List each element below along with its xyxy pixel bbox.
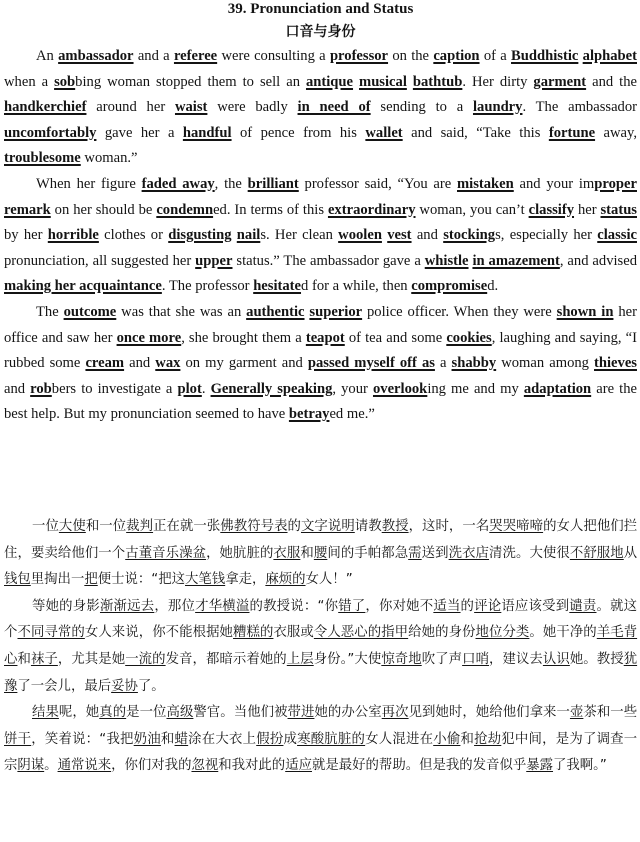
vocabulary-word: 袜子 <box>30 651 58 667</box>
vocabulary-word: 适当 <box>433 598 461 614</box>
vocabulary-word: 抢劫 <box>474 731 502 747</box>
vocabulary-word: 腰 <box>313 545 328 561</box>
vocabulary-word: 裁判 <box>126 519 154 534</box>
vocabulary-word: Buddhistic <box>511 48 579 64</box>
vocabulary-word: once more <box>116 329 182 346</box>
vocabulary-word: 谴责 <box>569 598 597 614</box>
vocabulary-word: 羊毛背心 <box>4 625 638 667</box>
vocabulary-word: 不同寻常的 <box>17 625 85 641</box>
vocabulary-word: Generally speaking <box>210 380 333 397</box>
chinese-title: 口音与身份 <box>285 24 356 40</box>
vocabulary-word: shown in <box>556 303 614 320</box>
vocabulary-word: nail <box>236 227 261 244</box>
vocabulary-word: sob <box>54 73 76 90</box>
vocabulary-word: outcome <box>63 303 117 320</box>
vocabulary-word: 惊奇地 <box>381 651 422 667</box>
vocabulary-word: compromise <box>411 278 488 295</box>
vocabulary-word: 渐渐远去 <box>99 598 155 614</box>
vocabulary-word: brilliant <box>247 175 299 192</box>
vocabulary-word: professor <box>329 48 389 64</box>
vocabulary-word: 适应 <box>285 758 312 774</box>
vocabulary-word: wallet <box>365 124 403 141</box>
vocabulary-word: 麻烦的 <box>265 572 306 588</box>
vocabulary-word: classify <box>528 201 575 218</box>
vocabulary-word: 奶油 <box>133 731 161 747</box>
english-paragraph-3: The outcome was that she was an authentic superior police officer. When they were shown in her office and saw her once more, she brought them a teapot of tea and some cookies, laughing and saying, “I rubbed some cream and wax on my garment and passed myself off as a shabby woman among thieves and robbers to investigate a plot. Generally speaking, your overlooking me and my adaptation are the best help. But my pronunciation seemed to have betrayed me.” <box>4 303 637 423</box>
vocabulary-word: betray <box>288 406 330 423</box>
vocabulary-word: stocking <box>443 227 496 244</box>
vocabulary-word: referee <box>173 48 218 64</box>
vocabulary-word: wax <box>155 355 181 372</box>
vocabulary-word: musical <box>359 73 407 90</box>
vocabulary-word: 令人恶心的指甲 <box>313 625 409 641</box>
english-paragraph-1: An ambassador and a referee were consulting a professor on the caption of a Buddhistic alphabet when a sobbing woman stopped them to sell an antique musical bathtub. Her dirty garment and the handkerchief around her waist were badly in need of sending to a laundry. The ambassador uncomfortably gave her a handful of pence from his wallet and said, “Take this fortune away, troublesome woman.” <box>4 48 637 167</box>
vocabulary-word: cookies <box>446 329 492 346</box>
vocabulary-word: 上层 <box>286 651 314 667</box>
vocabulary-word: 壶 <box>569 705 584 721</box>
vocabulary-word: ambassador <box>58 48 134 64</box>
vocabulary-word: 评论 <box>474 598 502 614</box>
vocabulary-word: condemn <box>156 201 214 218</box>
vocabulary-word: 需 <box>408 545 422 561</box>
vocabulary-word: 地位分类 <box>475 625 530 641</box>
vocabulary-word: faded away <box>141 175 215 192</box>
vocabulary-word: bathtub <box>412 73 463 90</box>
vocabulary-word: 古董音乐澡盆 <box>125 545 207 561</box>
chinese-paragraph-3: 结果呢，她真的是一位高级警官。当他们被带进她的办公室再次见到她时，她给他们拿来一壶茶和一些饼干，笑着说：“我把奶油和蜡涂在大衣上假扮成寒酸肮脏的女人混进在小偷和抢劫犯中间，是为了调查一宗阴谋。通常说来，你们对我的忽视和我对此的适应就是最好的帮助。但是我的发音似乎暴露了我啊。” <box>4 705 638 774</box>
vocabulary-word: woolen <box>338 227 382 244</box>
vocabulary-word: teapot <box>305 329 345 346</box>
vocabulary-word: shabby <box>451 355 497 372</box>
vocabulary-word: 口哨 <box>462 651 490 667</box>
vocabulary-word: 真的 <box>99 705 127 721</box>
vocabulary-word: remark <box>4 201 51 218</box>
vocabulary-word: 阴谋 <box>17 758 45 774</box>
vocabulary-word: 大使 <box>58 519 86 534</box>
vocabulary-word: 饼干 <box>4 731 32 747</box>
vocabulary-word: hesitate <box>253 278 302 295</box>
vocabulary-word: extraordinary <box>327 201 416 218</box>
vocabulary-word: 暴露 <box>526 758 554 774</box>
english-title: 39. Pronunciation and Status <box>227 1 414 17</box>
vocabulary-word: 一流的 <box>125 651 166 667</box>
vocabulary-word: 糟糕的 <box>233 625 274 641</box>
vocabulary-word: horrible <box>47 227 99 244</box>
vocabulary-word: 犹豫 <box>4 651 638 694</box>
vocabulary-word: status <box>600 201 637 218</box>
chinese-passage <box>4 488 637 780</box>
vocabulary-word: 佛教符号表 <box>220 519 288 534</box>
vocabulary-word: adaptation <box>523 380 592 397</box>
vocabulary-word: 错了 <box>338 598 366 614</box>
vocabulary-word: proper <box>594 175 637 192</box>
vocabulary-word: antique <box>305 73 354 90</box>
vocabulary-word: in need of <box>297 99 371 116</box>
vocabulary-word: 洗衣店 <box>448 545 490 561</box>
vocabulary-word: handful <box>182 124 232 141</box>
vocabulary-word: cream <box>85 355 125 372</box>
vocabulary-word: overlook <box>372 380 428 397</box>
vocabulary-word: whistle <box>424 252 469 269</box>
vocabulary-word: 文字说明 <box>300 519 355 534</box>
vocabulary-word: 哭哭啼啼 <box>489 519 544 534</box>
vocabulary-word: 蜡 <box>174 731 189 747</box>
vocabulary-word: fortune <box>548 124 596 141</box>
vocabulary-word: 结果 <box>32 705 59 721</box>
vocabulary-word: 忽视 <box>191 758 219 774</box>
chinese-paragraph-1: 一位大使和一位裁判正在就一张佛教符号表的文字说明请教教授，这时，一名哭哭啼啼的女人把他们拦住，要卖给他们一个古董音乐澡盆，她肮脏的衣服和腰间的手帕都急需送到洗衣店清洗。大使很不舒服地从钱包里掏出一把便士说：“把这大笔钱拿走，麻烦的女人！” <box>4 519 638 588</box>
vocabulary-word: passed myself off as <box>307 355 435 372</box>
english-paragraph-2: When her figure faded away, the brilliant professor said, “You are mistaken and your improper remark on her should be condemned. In terms of this extraordinary woman, you can’t classify her status by her horrible clothes or disgusting nails. Her clean woolen vest and stockings, especially her classic pronunciation, all suggested her upper status.” The ambassador gave a whistle in amazement, and advised making her acquaintance. The professor hesitated for a while, then compromised. <box>4 175 637 295</box>
vocabulary-word: thieves <box>594 355 637 372</box>
vocabulary-word: waist <box>174 99 208 116</box>
vocabulary-word: mistaken <box>457 175 514 192</box>
vocabulary-word: plot <box>177 380 202 397</box>
vocabulary-word: 大笔钱 <box>185 572 226 588</box>
vocabulary-word: laundry <box>472 99 523 116</box>
vocabulary-word: 高级 <box>166 705 194 721</box>
vocabulary-word: authentic <box>246 303 305 320</box>
vocabulary-word: handkerchief <box>4 99 87 116</box>
vocabulary-word: 寒酸肮脏的 <box>297 731 366 747</box>
vocabulary-word: 小偷 <box>433 731 461 747</box>
vocabulary-word: 带进 <box>287 705 315 721</box>
vocabulary-word: troublesome <box>4 150 81 167</box>
vocabulary-word: 钱包 <box>4 572 31 588</box>
vocabulary-word: alphabet <box>582 48 637 64</box>
vocabulary-word: 认识 <box>542 651 570 667</box>
vocabulary-word: caption <box>433 48 480 64</box>
vocabulary-word: superior <box>309 303 363 320</box>
vocabulary-word: 通常说来 <box>57 758 112 774</box>
vocabulary-word: 再次 <box>381 705 409 721</box>
vocabulary-word: uncomfortably <box>4 124 97 141</box>
vocabulary-word: 假扮 <box>256 731 284 747</box>
vocabulary-word: making her acquaintance <box>4 278 162 295</box>
vocabulary-word: 不舒服地 <box>569 545 624 561</box>
vocabulary-word: classic <box>597 227 637 244</box>
vocabulary-word: 把 <box>84 572 98 588</box>
vocabulary-word: 衣服 <box>273 545 301 561</box>
vocabulary-word: garment <box>533 73 587 90</box>
vocabulary-word: 妥协 <box>111 678 138 694</box>
vocabulary-word: 教授 <box>381 519 409 534</box>
english-passage <box>4 44 637 488</box>
vocabulary-word: in amazement <box>472 252 560 269</box>
vocabulary-word: disgusting <box>168 227 232 244</box>
vocabulary-word: rob <box>30 380 52 397</box>
vocabulary-word: upper <box>195 252 233 269</box>
vocabulary-word: vest <box>387 227 412 244</box>
vocabulary-word: 才华横溢 <box>195 598 250 614</box>
chinese-paragraph-2: 等她的身影渐渐远去，那位才华横溢的教授说：“你错了，你对她不适当的评论语应该受到谴责。就这个不同寻常的女人来说，你不能根据她糟糕的衣服或令人恶心的指甲给她的身份地位分类。她干净的羊毛背心和袜子，尤其是她一流的发音，都暗示着她的上层身份。”大使惊奇地吹了声口哨，建议去认识她。教授犹豫了一会儿，最后妥协了。 <box>4 598 638 694</box>
